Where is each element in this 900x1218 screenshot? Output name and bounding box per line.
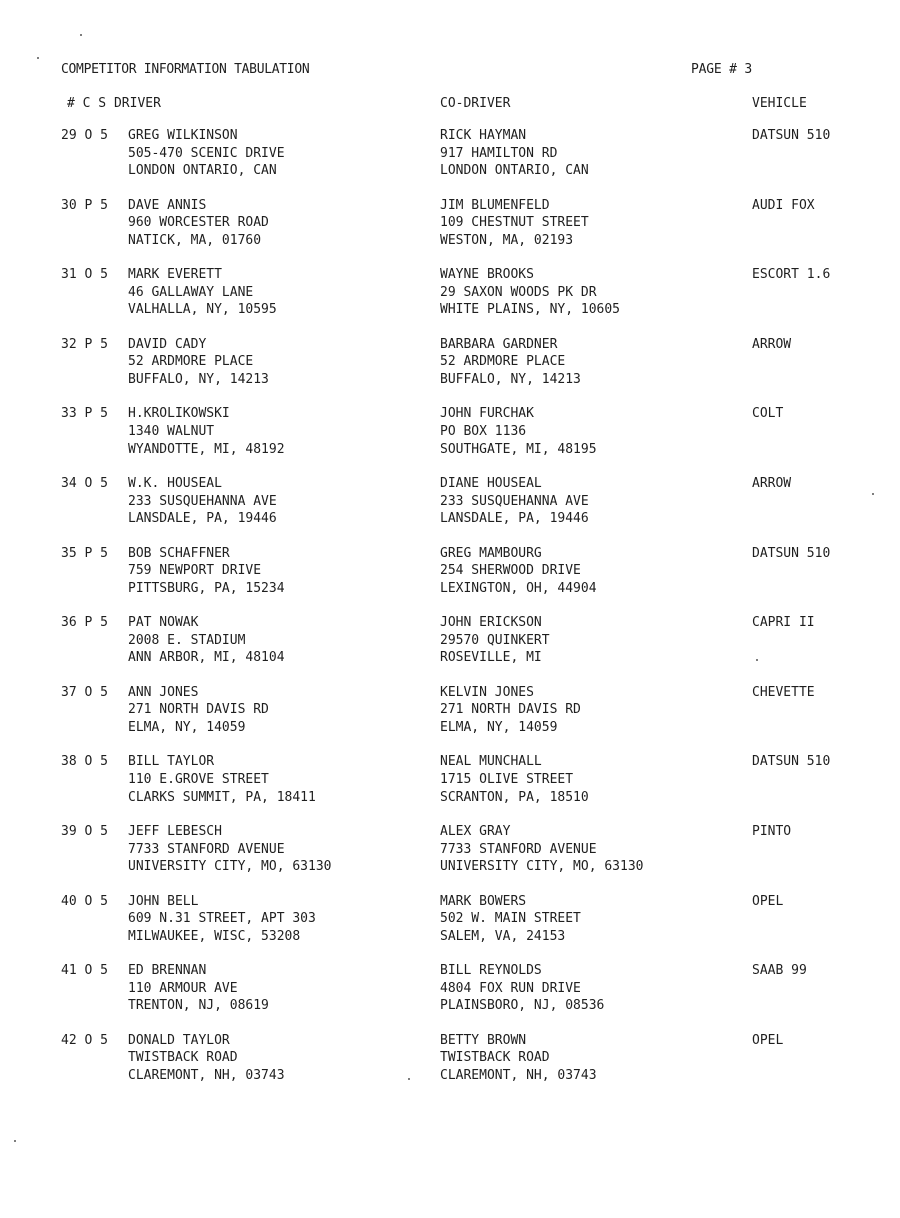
codriver-address-line: TWISTBACK ROAD (440, 1050, 550, 1066)
scan-speck (872, 493, 874, 495)
competitor-entry (0, 614, 900, 684)
competitor-entry (0, 753, 900, 823)
driver-address-line: 960 WORCESTER ROAD (128, 215, 269, 231)
codriver-block (440, 545, 597, 598)
codriver-address-line: LEXINGTON, OH, 44904 (440, 580, 597, 596)
vehicle-name: ARROW (752, 336, 792, 352)
codriver-address-line: ELMA, NY, 14059 (440, 719, 558, 735)
driver-name: BILL TAYLOR (128, 754, 215, 770)
entry-class: 34 O 5 (61, 475, 108, 491)
column-header-driver: # C S DRIVER (67, 96, 161, 111)
driver-address-line: 1340 WALNUT (128, 423, 215, 439)
driver-name: H.KROLIKOWSKI (128, 406, 230, 422)
codriver-block (440, 197, 589, 250)
scan-speck (408, 1078, 410, 1080)
codriver-name: RICK HAYMAN (440, 128, 527, 143)
driver-address-line: 233 SUSQUEHANNA AVE (128, 493, 277, 509)
codriver-block (440, 336, 581, 389)
competitor-entry (0, 823, 900, 893)
codriver-block (440, 962, 604, 1015)
codriver-address-line: CLAREMONT, NH, 03743 (440, 1067, 597, 1083)
codriver-name: ALEX GRAY (440, 823, 511, 839)
driver-name: DONALD TAYLOR (128, 1032, 230, 1048)
vehicle-name: OPEL (752, 893, 784, 909)
codriver-name: BARBARA GARDNER (440, 336, 558, 352)
codriver-name: DIANE HOUSEAL (440, 475, 542, 491)
competitor-entry (0, 893, 900, 963)
driver-address-line: 505-470 SCENIC DRIVE (128, 145, 285, 161)
entry-class: 38 O 5 (61, 754, 108, 770)
driver-address-line: WYANDOTTE, MI, 48192 (128, 441, 285, 457)
entry-class: 29 O 5 (61, 128, 108, 143)
competitor-list (0, 127, 900, 1101)
entry-class: 41 O 5 (61, 963, 108, 979)
codriver-name: BETTY BROWN (440, 1032, 527, 1048)
codriver-address-line: PO BOX 1136 (440, 423, 527, 439)
column-header-row (0, 94, 900, 114)
codriver-address-line: 29 SAXON WOODS PK DR (440, 284, 597, 300)
driver-address-line: MILWAUKEE, WISC, 53208 (128, 928, 301, 944)
entry-class: 30 P 5 (61, 197, 108, 213)
codriver-block (440, 614, 550, 667)
codriver-address-line: 917 HAMILTON RD (440, 145, 558, 161)
column-header-codriver: CO-DRIVER (440, 96, 511, 111)
driver-block (128, 753, 316, 806)
codriver-name: GREG MAMBOURG (440, 545, 542, 561)
driver-block (128, 684, 269, 737)
driver-block (128, 336, 269, 389)
driver-address-line: 759 NEWPORT DRIVE (128, 563, 262, 579)
codriver-address-line: 7733 STANFORD AVENUE (440, 841, 597, 857)
codriver-address-line: LONDON ONTARIO, CAN (440, 163, 589, 179)
competitor-entry (0, 1032, 900, 1102)
codriver-address-line: SOUTHGATE, MI, 48195 (440, 441, 597, 457)
driver-address-line: 110 E.GROVE STREET (128, 771, 269, 787)
driver-address-line: 52 ARDMORE PLACE (128, 354, 254, 370)
entry-class: 39 O 5 (61, 823, 108, 839)
codriver-block (440, 823, 644, 876)
vehicle-name: ESCORT 1.6 (752, 267, 831, 283)
driver-address-line: BUFFALO, NY, 14213 (128, 371, 269, 387)
driver-address-line: TRENTON, NJ, 08619 (128, 998, 269, 1014)
codriver-address-line: SCRANTON, PA, 18510 (440, 789, 589, 805)
codriver-address-line: 4804 FOX RUN DRIVE (440, 980, 581, 996)
codriver-address-line: 1715 OLIVE STREET (440, 771, 574, 787)
driver-address-line: TWISTBACK ROAD (128, 1050, 238, 1066)
driver-address-line: 46 GALLAWAY LANE (128, 284, 254, 300)
driver-name: JOHN BELL (128, 893, 199, 909)
driver-block (128, 266, 277, 319)
entry-class: 36 P 5 (61, 615, 108, 631)
competitor-entry (0, 684, 900, 754)
codriver-block (440, 893, 581, 946)
driver-name: JEFF LEBESCH (128, 823, 222, 839)
column-header-vehicle: VEHICLE (752, 96, 807, 111)
driver-name: W.K. HOUSEAL (128, 475, 222, 491)
codriver-name: BILL REYNOLDS (440, 963, 542, 979)
competitor-entry (0, 336, 900, 406)
driver-block (128, 893, 316, 946)
codriver-block (440, 266, 620, 319)
vehicle-name: DATSUN 510 (752, 128, 831, 143)
title-row (61, 60, 841, 80)
scan-speck (14, 1140, 16, 1142)
codriver-address-line: LANSDALE, PA, 19446 (440, 511, 589, 527)
driver-address-line: VALHALLA, NY, 10595 (128, 302, 277, 318)
driver-address-line: CLARKS SUMMIT, PA, 18411 (128, 789, 316, 805)
codriver-name: KELVIN JONES (440, 684, 534, 700)
driver-block (128, 475, 277, 528)
driver-block (128, 197, 269, 250)
codriver-block (440, 475, 589, 528)
competitor-entry (0, 266, 900, 336)
driver-block (128, 1032, 285, 1085)
competitor-entry (0, 405, 900, 475)
codriver-address-line: SALEM, VA, 24153 (440, 928, 566, 944)
entry-class: 35 P 5 (61, 545, 108, 561)
entry-class: 42 O 5 (61, 1032, 108, 1048)
codriver-name: JOHN FURCHAK (440, 406, 534, 422)
driver-address-line: 2008 E. STADIUM (128, 632, 246, 648)
codriver-address-line: WESTON, MA, 02193 (440, 232, 574, 248)
driver-address-line: LANSDALE, PA, 19446 (128, 511, 277, 527)
codriver-name: JIM BLUMENFELD (440, 197, 550, 213)
vehicle-name: PINTO (752, 823, 792, 839)
driver-block (128, 127, 285, 180)
codriver-address-line: 502 W. MAIN STREET (440, 911, 581, 927)
codriver-block (440, 753, 589, 806)
driver-block (128, 545, 285, 598)
vehicle-name: CAPRI II (752, 615, 815, 631)
codriver-block (440, 1032, 597, 1085)
codriver-address-line: PLAINSBORO, NJ, 08536 (440, 998, 605, 1014)
codriver-address-line: 271 NORTH DAVIS RD (440, 702, 581, 718)
driver-name: BOB SCHAFFNER (128, 545, 230, 561)
driver-address-line: PITTSBURG, PA, 15234 (128, 580, 285, 596)
vehicle-name: AUDI FOX (752, 197, 815, 213)
entry-class: 31 O 5 (61, 267, 108, 283)
codriver-name: JOHN ERICKSON (440, 615, 542, 631)
document-title: COMPETITOR INFORMATION TABULATION (61, 62, 310, 77)
entry-class: 40 O 5 (61, 893, 108, 909)
competitor-entry (0, 545, 900, 615)
driver-name: ED BRENNAN (128, 963, 207, 979)
driver-address-line: ANN ARBOR, MI, 48104 (128, 650, 285, 666)
codriver-block (440, 127, 589, 180)
competitor-entry (0, 197, 900, 267)
driver-name: DAVE ANNIS (128, 197, 207, 213)
vehicle-name: OPEL (752, 1032, 784, 1048)
vehicle-name: COLT (752, 406, 784, 422)
scan-speck (37, 57, 39, 59)
driver-name: PAT NOWAK (128, 615, 199, 631)
codriver-block (440, 405, 597, 458)
page-number: PAGE # 3 (691, 62, 753, 77)
vehicle-name: DATSUN 510 (752, 545, 831, 561)
vehicle-name: ARROW (752, 475, 792, 491)
codriver-name: WAYNE BROOKS (440, 267, 534, 283)
driver-address-line: 7733 STANFORD AVENUE (128, 841, 285, 857)
codriver-address-line: BUFFALO, NY, 14213 (440, 371, 581, 387)
driver-address-line: 609 N.31 STREET, APT 303 (128, 911, 316, 927)
codriver-address-line: 109 CHESTNUT STREET (440, 215, 589, 231)
codriver-name: NEAL MUNCHALL (440, 754, 542, 770)
vehicle-name: SAAB 99 (752, 963, 807, 979)
vehicle-name: DATSUN 510 (752, 754, 831, 770)
codriver-address-line: ROSEVILLE, MI (440, 650, 542, 666)
competitor-entry (0, 962, 900, 1032)
entry-class: 37 O 5 (61, 684, 108, 700)
competitor-entry (0, 475, 900, 545)
driver-address-line: NATICK, MA, 01760 (128, 232, 262, 248)
driver-address-line: ELMA, NY, 14059 (128, 719, 246, 735)
entry-class: 33 P 5 (61, 406, 108, 422)
driver-address-line: LONDON ONTARIO, CAN (128, 163, 277, 179)
driver-block (128, 823, 332, 876)
codriver-name: MARK BOWERS (440, 893, 527, 909)
driver-name: DAVID CADY (128, 336, 207, 352)
entry-class: 32 P 5 (61, 336, 108, 352)
driver-block (128, 614, 285, 667)
codriver-address-line: 233 SUSQUEHANNA AVE (440, 493, 589, 509)
scan-speck (80, 34, 82, 36)
driver-address-line: 110 ARMOUR AVE (128, 980, 238, 996)
driver-name: GREG WILKINSON (128, 128, 238, 143)
driver-address-line: UNIVERSITY CITY, MO, 63130 (128, 859, 332, 875)
codriver-address-line: UNIVERSITY CITY, MO, 63130 (440, 859, 644, 875)
driver-address-line: 271 NORTH DAVIS RD (128, 702, 269, 718)
codriver-address-line: 29570 QUINKERT (440, 632, 550, 648)
competitor-entry (0, 127, 900, 197)
driver-block (128, 405, 285, 458)
vehicle-name: CHEVETTE (752, 684, 815, 700)
codriver-address-line: WHITE PLAINS, NY, 10605 (440, 302, 621, 318)
codriver-address-line: 254 SHERWOOD DRIVE (440, 563, 581, 579)
codriver-block (440, 684, 581, 737)
scan-speck (756, 659, 758, 661)
driver-name: ANN JONES (128, 684, 199, 700)
driver-name: MARK EVERETT (128, 267, 222, 283)
driver-block (128, 962, 269, 1015)
codriver-address-line: 52 ARDMORE PLACE (440, 354, 566, 370)
driver-address-line: CLAREMONT, NH, 03743 (128, 1067, 285, 1083)
